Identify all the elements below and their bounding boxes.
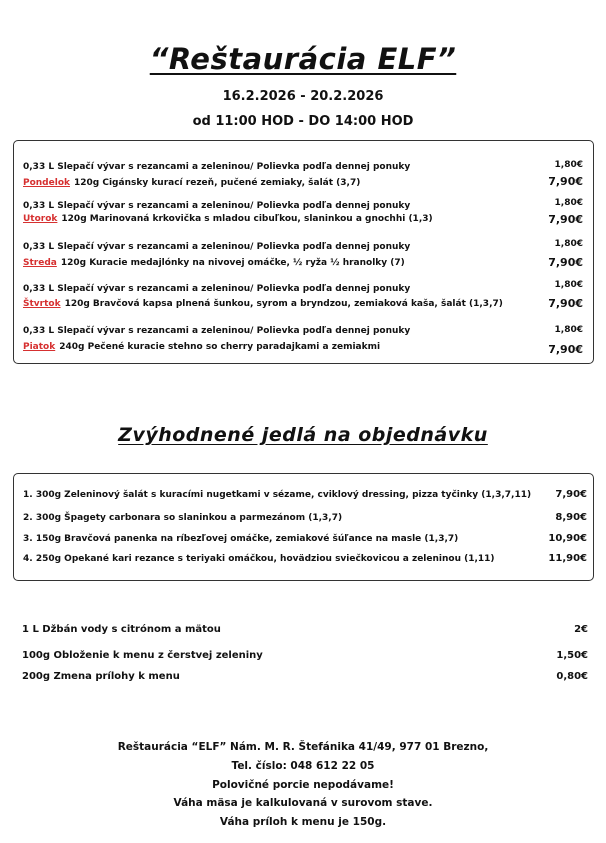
footer-note: Váha mäsa je kalkulovaná v surovom stave. [173, 797, 433, 809]
soup-price: 1,80€ [554, 325, 583, 335]
soup-line: 0,33 L Slepačí vývar s rezancami a zeleninou/ Polievka podľa dennej ponuky [23, 326, 411, 336]
main-dish-line [23, 214, 433, 224]
soup-price: 1,80€ [554, 198, 583, 208]
main-price: 7,90€ [548, 175, 583, 188]
day-label: Pondelok [23, 178, 70, 188]
day-label: Piatok [23, 342, 56, 352]
main-price: 7,90€ [548, 213, 583, 226]
main-price: 7,90€ [548, 256, 583, 269]
footer-address: Reštaurácia “ELF” Nám. M. R. Štefánika 41/49, 977 01 Brezno, [117, 741, 489, 753]
order-price: 7,90€ [555, 489, 587, 500]
order-price: 11,90€ [548, 553, 587, 564]
main-dish-line [23, 178, 360, 188]
order-item: 1. 300g Zeleninový šalát s kuracími nugetkami v sézame, cviklový dressing, pizza tyčinky (1,3,7,11) [23, 490, 532, 500]
day-label: Streda [23, 258, 57, 268]
order-price: 8,90€ [555, 512, 587, 523]
order-item: 3. 150g Bravčová panenka na ríbezľovej omáčke, zemiakové šúľance na masle (1,3,7) [23, 534, 459, 544]
footer-phone: Tel. číslo: 048 612 22 05 [231, 760, 375, 772]
soup-price: 1,80€ [554, 239, 583, 249]
main-dish: 120g Bravčová kapsa plnená šunkou, syrom a bryndzou, zemiaková kaša, šalát (1,3,7) [64, 299, 503, 309]
soup-price: 1,80€ [554, 160, 583, 170]
main-dish: 240g Pečené kuracie stehno so cherry paradajkami a zemiakmi [59, 342, 381, 352]
order-menu-box [13, 473, 594, 581]
page-title: “Reštaurácia ELF” [149, 42, 457, 76]
soup-line: 0,33 L Slepačí vývar s rezancami a zeleninou/ Polievka podľa dennej ponuky [23, 201, 411, 211]
main-dish: 120g Kuracie medajlónky na nivovej omáčke, ½ ryža ½ hranolky (7) [60, 258, 405, 268]
order-item: 2. 300g Špagety carbonara so slaninkou a parmezánom (1,3,7) [23, 513, 343, 523]
soup-line: 0,33 L Slepačí vývar s rezancami a zeleninou/ Polievka podľa dennej ponuky [23, 162, 411, 172]
extra-price: 0,80€ [556, 671, 588, 682]
extra-item: 200g Zmena prílohy k menu [22, 671, 180, 682]
soup-line: 0,33 L Slepačí vývar s rezancami a zeleninou/ Polievka podľa dennej ponuky [23, 242, 411, 252]
main-dish-line [23, 299, 503, 309]
day-label: Utorok [23, 214, 58, 224]
date-range: 16.2.2026 - 20.2.2026 [222, 89, 384, 104]
soup-line: 0,33 L Slepačí vývar s rezancami a zeleninou/ Polievka podľa dennej ponuky [23, 284, 411, 294]
main-dish-line [23, 342, 380, 352]
soup-price: 1,80€ [554, 280, 583, 290]
main-dish: 120g Cigánsky kurací rezeň, pučené zemiaky, šalát (3,7) [74, 178, 361, 188]
order-item: 4. 250g Opekané kari rezance s teriyaki omáčkou, hovädziou sviečkovicou a zeleninou (1,11) [23, 554, 495, 564]
day-label: Štvrtok [23, 299, 61, 309]
order-price: 10,90€ [548, 533, 587, 544]
extra-price: 2€ [574, 624, 588, 635]
footer-note: Polovičné porcie nepodávame! [212, 779, 394, 791]
main-dish: 120g Marinovaná krkovička s mladou cibuľkou, slaninkou a gnochhi (1,3) [61, 214, 433, 224]
opening-hours: od 11:00 HOD - DO 14:00 HOD [192, 114, 414, 129]
order-section-title: Zvýhodnené jedlá na objednávku [118, 424, 488, 446]
main-price: 7,90€ [548, 297, 583, 310]
daily-menu-box [13, 140, 594, 364]
footer-note: Váha príloh k menu je 150g. [219, 816, 387, 828]
extra-item: 1 L Džbán vody s citrónom a mätou [22, 624, 221, 635]
extra-price: 1,50€ [556, 650, 588, 661]
main-price: 7,90€ [548, 343, 583, 356]
main-dish-line [23, 258, 405, 268]
extra-item: 100g Obloženie k menu z čerstvej zeleniny [22, 650, 263, 661]
